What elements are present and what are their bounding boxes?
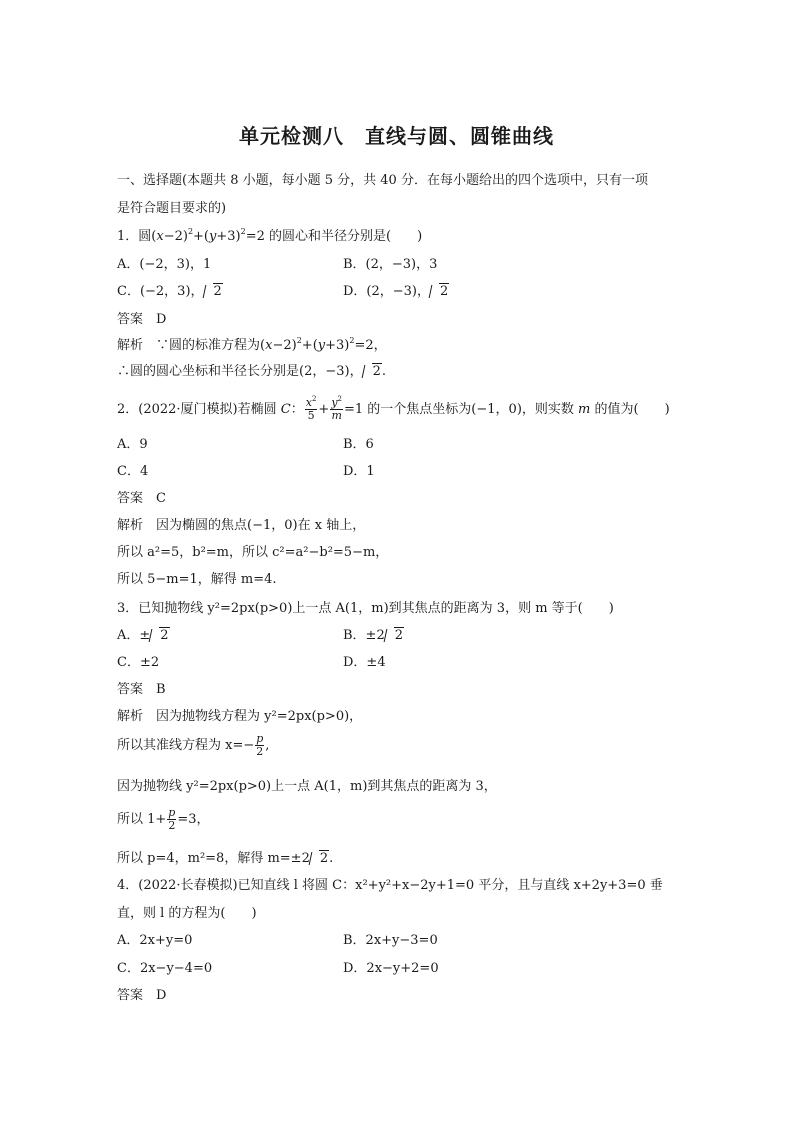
- q3-answer: 答案 B: [117, 682, 166, 697]
- q4-stem-line2: 直，则 l 的方程为( ): [117, 906, 257, 921]
- page-title: 单元检测八 直线与圆、圆锥曲线: [239, 124, 554, 148]
- q4-answer: 答案 D: [117, 988, 167, 1003]
- q3-stem: 3．已知抛物线 y²=2px(p>0)上一点 A(1，m)到其焦点的距离为 3，则 m 等于( ): [117, 601, 614, 616]
- q3-solution-line2: 所以其准线方程为 x=− $\frac{p}{2}$ ,: [117, 732, 270, 758]
- sqrt-symbol: 2: [204, 283, 223, 301]
- q1-option-c: C．(−2，3)， 2: [117, 284, 222, 299]
- q4-option-d: D．2x−y+2=0: [343, 961, 439, 976]
- q2-option-a: A．9: [117, 437, 148, 452]
- q1-option-b: B．(2，−3)，3: [343, 257, 438, 272]
- sqrt-symbol: 2: [430, 283, 449, 301]
- section-intro-line1: 一、选择题(本题共 8 小题，每小题 5 分，共 40 分．在每小题给出的四个选项中，只有一项: [117, 173, 648, 188]
- q2-option-b: B．6: [343, 437, 374, 452]
- q1-solution-line1: 解析 ∵圆的标准方程为$(x-2)^2+(y+3)^2=2$，: [117, 336, 387, 353]
- q3-option-b: B．±2 2: [343, 628, 403, 643]
- section-intro-line2: 是符合题目要求的): [117, 201, 227, 216]
- q3-solution-line1: 解析 因为抛物线方程为 y²=2px(p>0)，: [117, 709, 363, 724]
- q2-solution-line3: 所以 5−m=1，解得 m=4.: [117, 572, 277, 587]
- fraction-x2-over-5: $\frac{x^2}{5}$: [305, 395, 317, 422]
- q4-option-c: C．2x−y−4=0: [117, 961, 213, 976]
- q1-stem: 1．圆$(x-2)^2+(y+3)^2=2$ 的圆心和半径分别是( ): [117, 227, 423, 244]
- sqrt-symbol: 2: [310, 850, 329, 868]
- sqrt-symbol: 2: [363, 363, 382, 381]
- sqrt-symbol: 2: [150, 627, 169, 645]
- q3-solution-line4: 所以 1+ $\frac{p}{2}$ =3，: [117, 806, 210, 832]
- q4-option-b: B．2x+y−3=0: [343, 933, 438, 948]
- q1-option-d: D．(2，−3)， 2: [343, 284, 449, 299]
- q2-option-d: D．1: [343, 464, 375, 479]
- fraction-p-over-2: $\frac{p}{2}$: [256, 732, 264, 758]
- q2-stem: 2．(2022·厦门模拟)若椭圆 C： $\frac{x^2}{5}$ + $\frac{y^2}{m}$ =1 的一个焦点坐标为(−1，0)，则实数 m 的值为( ): [117, 395, 670, 422]
- q2-solution-line1: 解析 因为椭圆的焦点(−1，0)在 x 轴上，: [117, 518, 366, 533]
- q2-answer: 答案 C: [117, 491, 166, 506]
- sqrt-symbol: 2: [385, 627, 404, 645]
- q2-option-c: C．4: [117, 464, 149, 479]
- fraction-p-over-2: $\frac{p}{2}$: [168, 806, 176, 832]
- q4-stem-line1: 4．(2022·长春模拟)已知直线 l 将圆 C：x²+y²+x−2y+1=0 平分，且与直线 x+2y+3=0 垂: [117, 878, 663, 893]
- q3-option-c: C．±2: [117, 655, 160, 670]
- q3-solution-line3: 因为抛物线 y²=2px(p>0)上一点 A(1，m)到其焦点的距离为 3，: [117, 779, 497, 794]
- q3-option-d: D．±4: [343, 655, 386, 670]
- q3-solution-line5: 所以 p=4，m²=8，解得 m=±2 2.: [117, 851, 334, 866]
- fraction-y2-over-m: $\frac{y^2}{m}$: [331, 395, 343, 422]
- q4-option-a: A．2x+y=0: [117, 933, 193, 948]
- q1-option-a: A．(−2，3)，1: [117, 257, 212, 272]
- q2-solution-line2: 所以 a²=5，b²=m，所以 c²=a²−b²=5−m，: [117, 545, 389, 560]
- q1-solution-line2: ∴圆的圆心坐标和半径长分别是(2，−3)， 2.: [117, 364, 387, 379]
- q1-answer: 答案 D: [117, 312, 167, 327]
- q3-option-a: A．± 2: [117, 628, 169, 643]
